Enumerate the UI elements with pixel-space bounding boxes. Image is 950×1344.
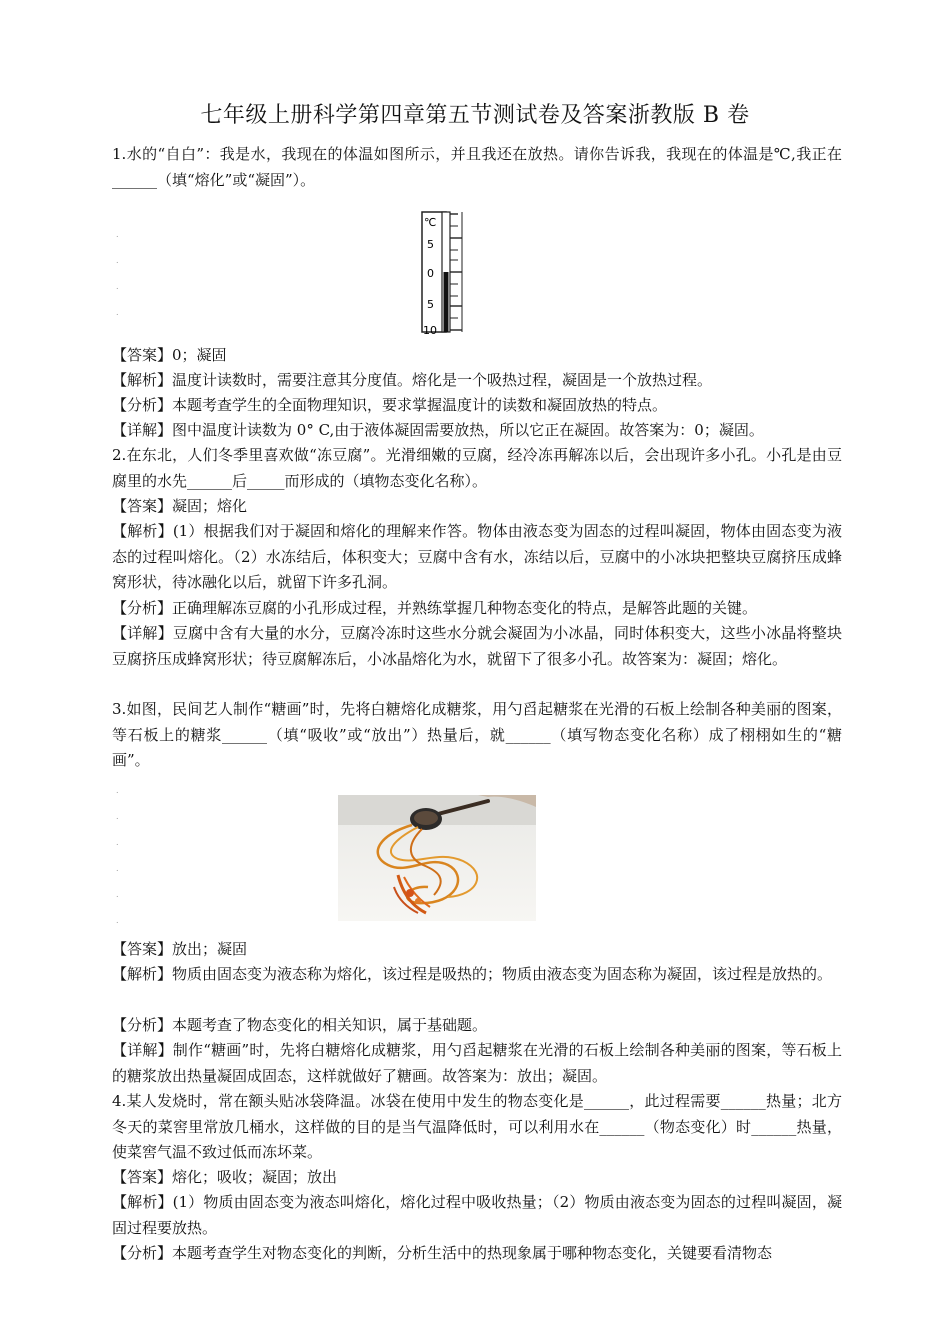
thermometer-figure xyxy=(418,210,484,336)
q2-answer: 【答案】凝固；熔化 xyxy=(112,497,248,515)
thermometer-tick-label: 5 xyxy=(427,238,434,251)
margin-dots: . . . . xyxy=(116,230,119,317)
thermometer-liquid-column xyxy=(444,272,449,332)
question-3: 3.如图，民间艺人制作“糖画”时，先将白糖熔化成糖浆，用勺舀起糖浆在光滑的石板上绘制各种美丽的图案，等石板上的糖浆______（填“吸收”或“放出”）热量后，就______（填写物态变化名称）成了栩栩如生的“糖画”。 xyxy=(112,700,842,769)
q3-answer: 【答案】放出；凝固 xyxy=(112,940,248,958)
q4-fenxi: 【分析】本题考查学生对物态变化的判断，分析生活中的热现象属于哪种物态变化，关键要看清物态 xyxy=(112,1244,773,1262)
q1-analysis: 【解析】温度计读数时，需要注意其分度值。熔化是一个吸热过程，凝固是一个放热过程。 xyxy=(112,371,713,389)
q3-fenxi: 【分析】本题考查了物态变化的相关知识，属于基础题。 xyxy=(112,1016,488,1034)
q4-answer: 【答案】熔化；吸收；凝固；放出 xyxy=(112,1168,338,1186)
thermometer-tick-label: 10 xyxy=(423,324,437,336)
page-title: 七年级上册科学第四章第五节测试卷及答案浙教版 B 卷 xyxy=(200,103,750,128)
question-1: 1.水的“自白”：我是水，我现在的体温如图所示，并且我还在放热。请你告诉我，我现在的体温是℃,我正在______（填“熔化”或“凝固”）。 xyxy=(112,145,842,189)
q2-analysis: 【解析】(1）根据我们对于凝固和熔化的理解来作答。物体由液态变为固态的过程叫凝固，物体由固态变为液态的过程叫熔化。（2）水冻结后，体积变大；豆腐中含有水，冻结以后，豆腐中的小冰块把整块豆腐挤压成蜂窝形状，待冰融化以后，就留下许多孔洞。 xyxy=(112,522,842,591)
question-2: 2.在东北，人们冬季里喜欢做“冻豆腐”。光滑细嫩的豆腐，经冷冻再解冻以后，会出现许多小孔。小孔是由豆腐里的水先______后_____而形成的（填物态变化名称）。 xyxy=(112,446,842,490)
thermometer-tick-label: 5 xyxy=(427,298,434,311)
q4-analysis: 【解析】(1）物质由固态变为液态叫熔化，熔化过程中吸收热量；（2）物质由液态变为固态的过程叫凝固，凝固过程要放热。 xyxy=(112,1193,842,1237)
q1-detail: 【详解】图中温度计读数为 0° C,由于液体凝固需要放热，所以它正在凝固。故答案为：0；凝固。 xyxy=(112,421,764,439)
candy-painting-photo xyxy=(338,795,536,921)
q2-fenxi: 【分析】正确理解冻豆腐的小孔形成过程，并熟练掌握几种物态变化的特点，是解答此题的关键。 xyxy=(112,599,758,617)
thermometer-tick-label: 0 xyxy=(427,267,434,280)
margin-dots: . . . . . . xyxy=(116,786,119,925)
q2-detail: 【详解】豆腐中含有大量的水分，豆腐冷冻时这些水分就会凝固为小冰晶，同时体积变大，这些小冰晶将整块豆腐挤压成蜂窝形状；待豆腐解冻后，小冰晶熔化为水，就留下了很多小孔。故答案为：凝固；熔化。 xyxy=(112,624,842,668)
q3-analysis: 【解析】物质由固态变为液态称为熔化，该过程是吸热的；物质由液态变为固态称为凝固，该过程是放热的。 xyxy=(112,965,833,983)
question-4: 4.某人发烧时，常在额头贴冰袋降温。冰袋在使用中发生的物态变化是______，此过程需要______热量；北方冬天的菜窖里常放几桶水，这样做的目的是当气温降低时，可以利用水在______（物态变化）时______热量，使菜窖气温不致过低而冻坏菜。 xyxy=(112,1092,842,1161)
q1-fenxi: 【分析】本题考查学生的全面物理知识，要求掌握温度计的读数和凝固放热的特点。 xyxy=(112,396,668,414)
q1-answer: 【答案】0；凝固 xyxy=(112,346,227,364)
q3-detail: 【详解】制作“糖画”时，先将白糖熔化成糖浆，用勺舀起糖浆在光滑的石板上绘制各种美丽的图案，等石板上的糖浆放出热量凝固成固态，这样就做好了糖画。故答案为：放出；凝固。 xyxy=(112,1041,842,1085)
thermometer-unit: ℃ xyxy=(424,216,437,229)
